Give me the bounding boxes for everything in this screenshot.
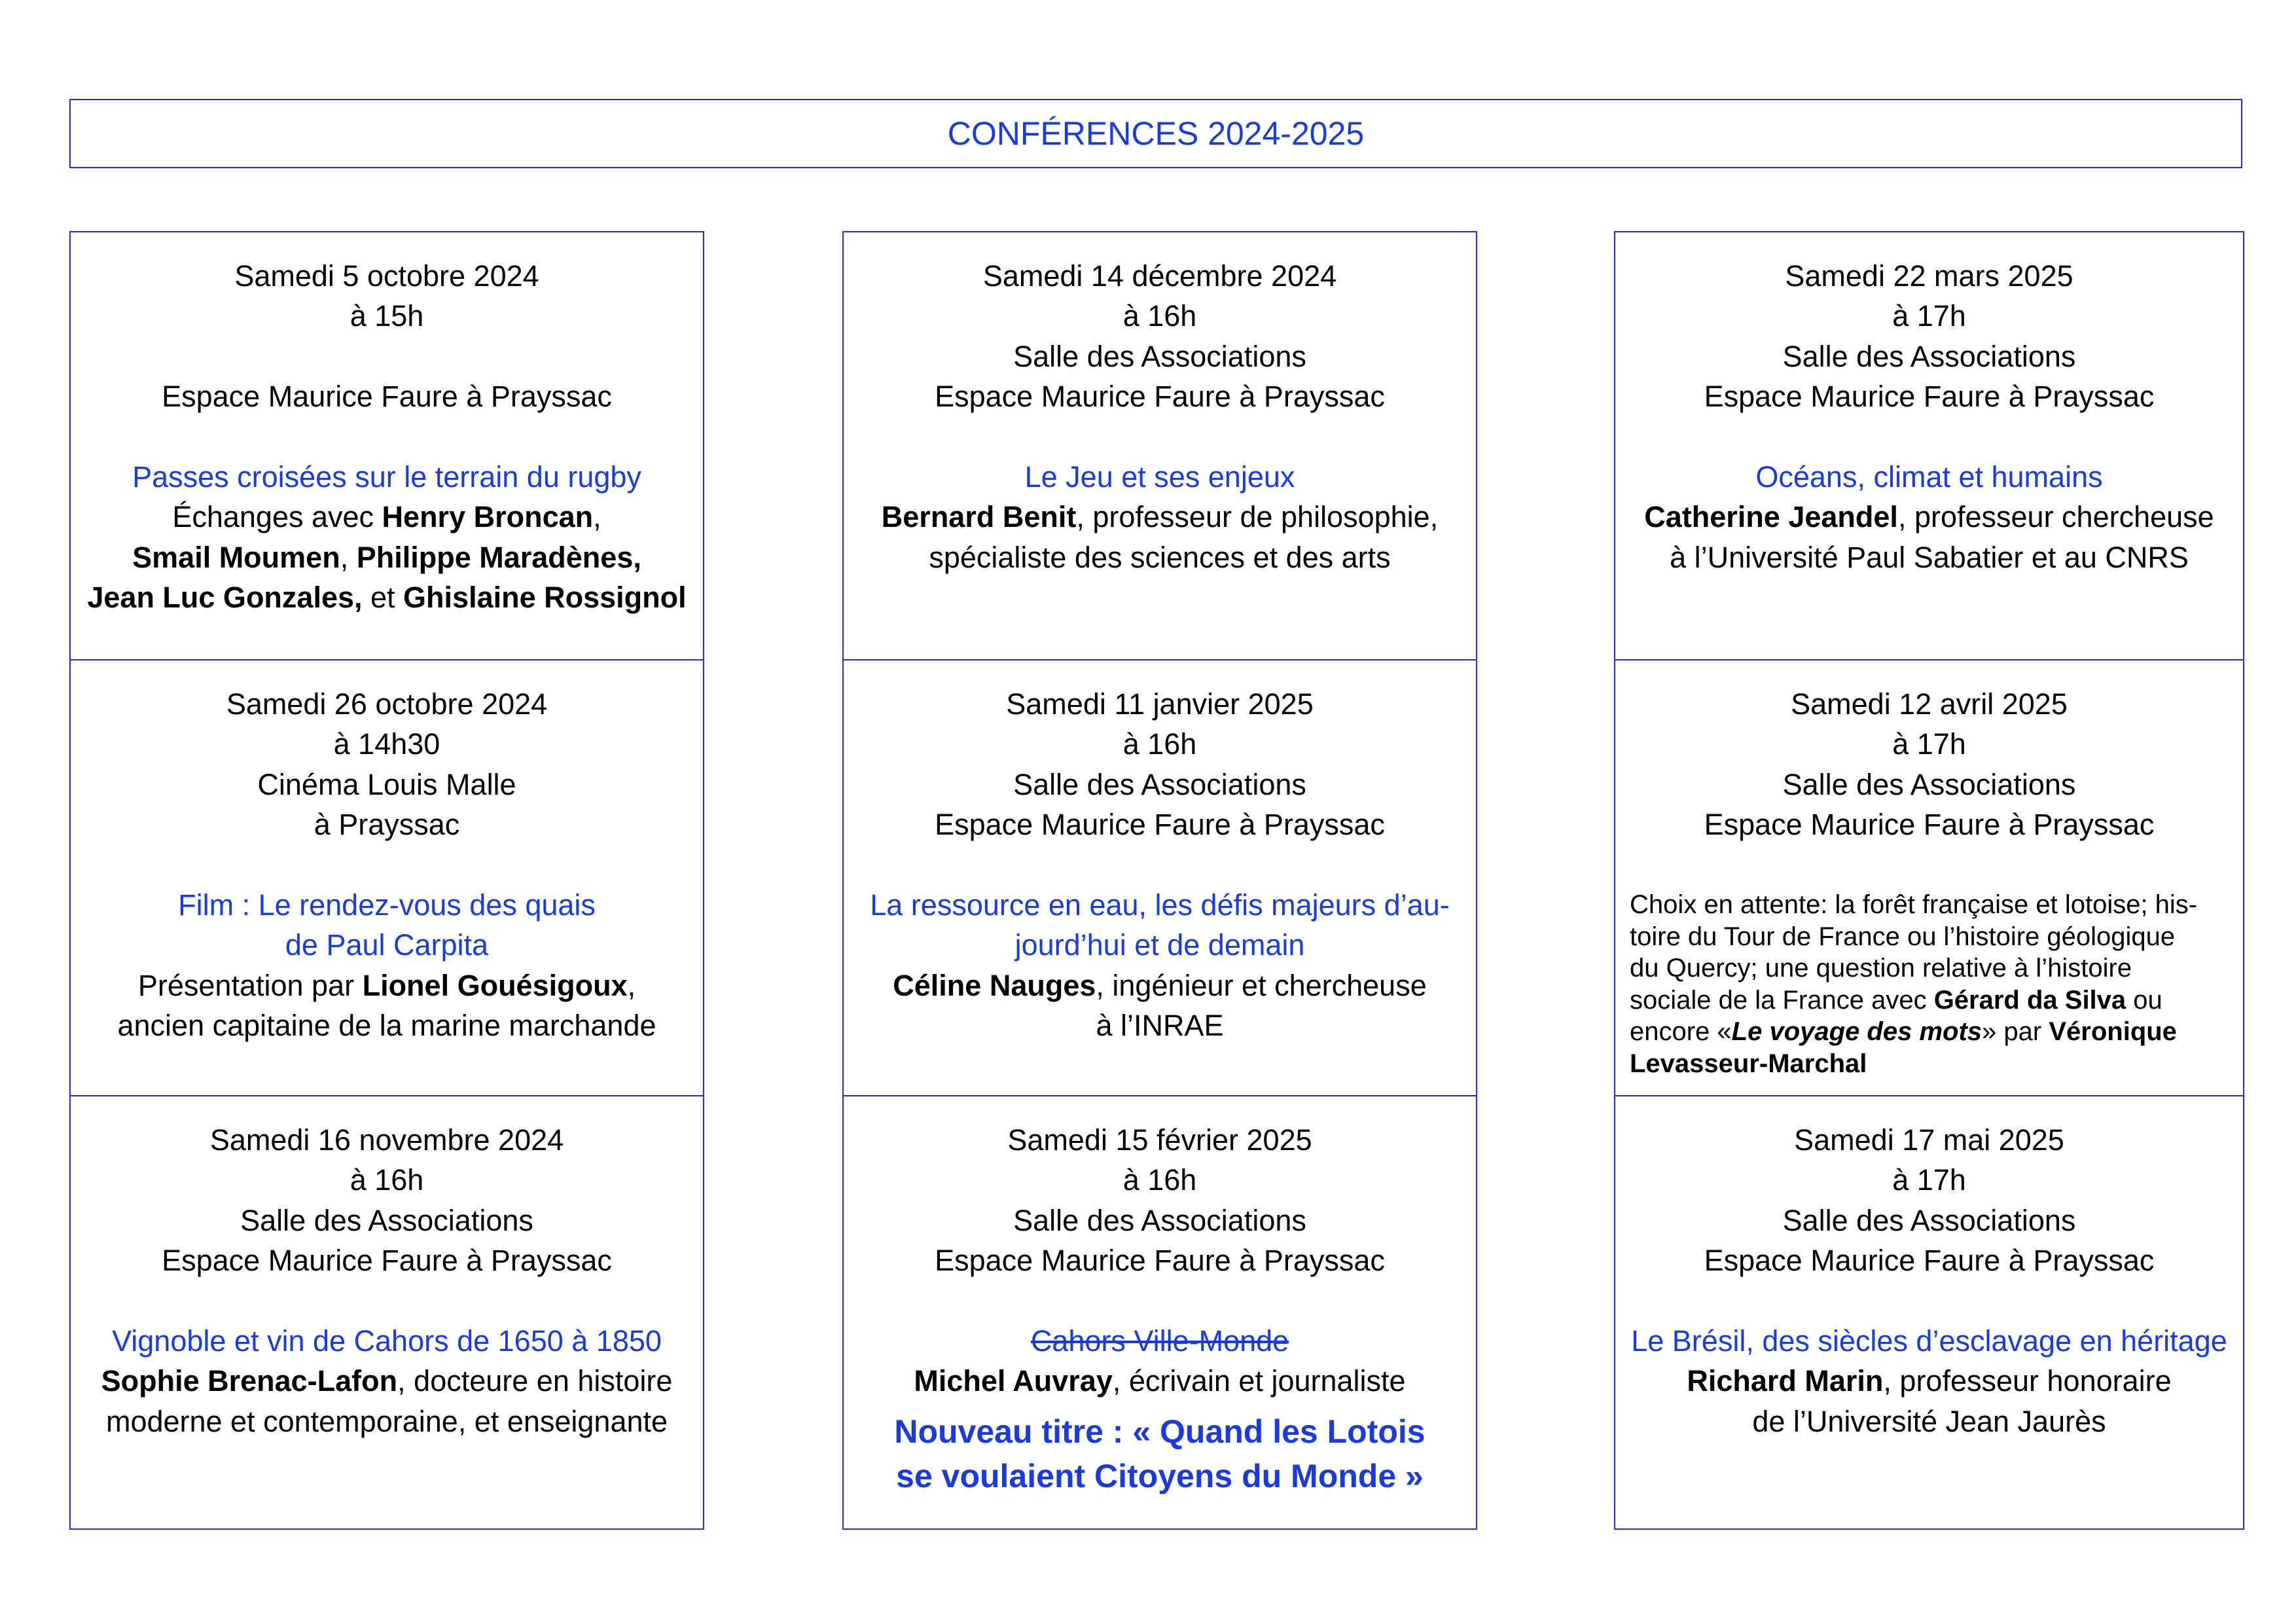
event-speaker-role: à l’INRAE xyxy=(1096,1009,1224,1043)
event-date: Samedi 14 décembre 2024 xyxy=(982,259,1337,293)
event-date: Samedi 26 octobre 2024 xyxy=(226,687,548,721)
speaker-name: Céline Nauges xyxy=(893,968,1096,1002)
event-speakers-line-3: Jean Luc Gonzales, et Ghislaine Rossignol xyxy=(87,581,687,615)
page-title: CONFÉRENCES 2024-2025 xyxy=(947,115,1365,152)
event-speaker-line: Bernard Benit, professeur de philosophie, xyxy=(881,500,1439,534)
event-venue: Espace Maurice Faure à Prayssac xyxy=(162,380,612,414)
event-time: à 16h xyxy=(1122,727,1197,761)
event-card xyxy=(1615,659,2243,1095)
conference-column-3 xyxy=(1614,231,2244,1530)
event-venue: Salle des Associations xyxy=(1013,339,1306,373)
conference-column-2 xyxy=(842,231,1477,1530)
event-date: Samedi 17 mai 2025 xyxy=(1794,1123,2064,1157)
event-date: Samedi 16 novembre 2024 xyxy=(209,1123,564,1157)
event-venue: Salle des Associations xyxy=(1013,767,1306,801)
event-topic: Océans, climat et humains xyxy=(1755,460,2103,494)
event-topic: Vignoble et vin de Cahors de 1650 à 1850 xyxy=(112,1324,662,1358)
event-topic-struck: Cahors Ville-Monde xyxy=(1030,1324,1289,1358)
speaker-name: Lionel Gouésigoux xyxy=(362,968,628,1002)
event-card xyxy=(1615,232,2243,659)
speaker-name: Philippe Maradènes, xyxy=(356,540,641,574)
event-time: à 14h30 xyxy=(333,727,440,761)
event-venue-place: Espace Maurice Faure à Prayssac xyxy=(1704,808,2155,842)
speaker-name: Smail Moumen xyxy=(132,540,340,574)
conference-column-1 xyxy=(69,231,704,1530)
event-date: Samedi 5 octobre 2024 xyxy=(234,259,539,293)
event-venue-place: Espace Maurice Faure à Prayssac xyxy=(162,1244,612,1278)
event-speaker-line: Céline Nauges, ingénieur et chercheuse xyxy=(893,968,1427,1002)
event-speaker-role: à l’Université Paul Sabatier et au CNRS xyxy=(1670,540,2189,574)
speaker-name: Sophie Brenac-Lafon xyxy=(101,1364,398,1398)
page-title-box xyxy=(69,99,2242,168)
event-card xyxy=(71,659,703,1095)
event-card xyxy=(71,1095,703,1531)
event-speaker-line: Présentation par Lionel Gouésigoux, xyxy=(137,968,636,1002)
event-speaker-role: ancien capitaine de la marine marchande xyxy=(117,1009,656,1043)
event-venue: Salle des Associations xyxy=(240,1203,533,1237)
event-topic: Film : Le rendez-vous des quais xyxy=(178,888,596,922)
event-speaker-line: Sophie Brenac-Lafon, docteure en histoire xyxy=(101,1364,673,1398)
event-pending-note: Choix en attente: la forêt française et lotoise; his- toire du Tour de France ou l’histoire géologique du Quercy; une question relative à l’histoire sociale de la France avec Gérard da Silva ou encore «Le voyage des mots» par Véronique Levasseur-Marchal xyxy=(1630,890,2198,1078)
speaker-name: Jean Luc Gonzales, xyxy=(87,581,363,615)
speaker-name: Bernard Benit xyxy=(881,500,1077,534)
event-venue-place: Espace Maurice Faure à Prayssac xyxy=(935,808,1385,842)
event-speaker-role: de l’Université Jean Jaurès xyxy=(1752,1404,2106,1438)
event-time: à 17h xyxy=(1892,1163,1966,1197)
event-time: à 15h xyxy=(350,299,424,333)
event-topic-continued: de Paul Carpita xyxy=(285,928,489,962)
speaker-name: Véronique xyxy=(2049,1017,2177,1047)
event-venue: Salle des Associations xyxy=(1782,1203,2076,1237)
event-speaker-line: Richard Marin, professeur honoraire xyxy=(1687,1364,2172,1398)
event-topic: Le Brésil, des siècles d’esclavage en héritage xyxy=(1631,1324,2227,1358)
event-venue: Salle des Associations xyxy=(1013,1203,1306,1237)
speaker-name: Henry Broncan xyxy=(382,500,594,534)
event-card xyxy=(844,232,1476,659)
event-topic: La ressource en eau, les défis majeurs d’au- xyxy=(870,888,1450,922)
event-topic: Le Jeu et ses enjeux xyxy=(1024,460,1295,494)
event-time: à 16h xyxy=(1122,299,1197,333)
event-speaker-role: spécialiste des sciences et des arts xyxy=(929,540,1391,574)
event-time: à 16h xyxy=(350,1163,424,1197)
event-time: à 17h xyxy=(1892,299,1966,333)
event-time: à 17h xyxy=(1892,727,1966,761)
speaker-name: Gérard da Silva xyxy=(1933,985,2126,1015)
event-speakers-line-2: Smail Moumen, Philippe Maradènes, xyxy=(132,540,641,574)
speaker-name: Ghislaine Rossignol xyxy=(403,581,687,615)
event-venue-place: Espace Maurice Faure à Prayssac xyxy=(1704,380,2155,414)
event-new-title: Nouveau titre : « Quand les Lotois se voulaient Citoyens du Monde » xyxy=(894,1413,1426,1494)
event-venue-place: Espace Maurice Faure à Prayssac xyxy=(935,1244,1385,1278)
event-venue: Salle des Associations xyxy=(1782,767,2076,801)
event-date: Samedi 22 mars 2025 xyxy=(1785,259,2073,293)
event-venue-town: à Prayssac xyxy=(314,808,460,842)
event-topic-continued: jourd’hui et de demain xyxy=(1014,928,1305,962)
event-speakers-line-1: Échanges avec Henry Broncan, xyxy=(172,500,601,534)
event-venue-place: Espace Maurice Faure à Prayssac xyxy=(935,380,1385,414)
event-speaker-role: moderne et contemporaine, et enseignante xyxy=(105,1404,668,1438)
event-card xyxy=(71,232,703,659)
event-speaker-line: Catherine Jeandel, professeur chercheuse xyxy=(1644,500,2214,534)
event-time: à 16h xyxy=(1122,1163,1197,1197)
speaker-name-continued: Levasseur-Marchal xyxy=(1630,1049,1867,1078)
event-card xyxy=(844,659,1476,1095)
event-date: Samedi 11 janvier 2025 xyxy=(1006,687,1314,721)
event-card xyxy=(844,1095,1476,1531)
event-topic: Passes croisées sur le terrain du rugby xyxy=(132,460,641,494)
event-date: Samedi 15 février 2025 xyxy=(1007,1123,1312,1157)
event-venue: Salle des Associations xyxy=(1782,339,2076,373)
event-venue-place: Espace Maurice Faure à Prayssac xyxy=(1704,1244,2155,1278)
event-card xyxy=(1615,1095,2243,1531)
speaker-name: Catherine Jeandel xyxy=(1644,500,1898,534)
talk-title: Le voyage des mots xyxy=(1731,1017,1982,1047)
event-speaker-line: Michel Auvray, écrivain et journaliste xyxy=(914,1364,1406,1398)
speaker-name: Richard Marin xyxy=(1687,1364,1884,1398)
event-venue: Cinéma Louis Malle xyxy=(257,767,516,801)
event-date: Samedi 12 avril 2025 xyxy=(1791,687,2068,721)
speaker-name: Michel Auvray xyxy=(914,1364,1113,1398)
